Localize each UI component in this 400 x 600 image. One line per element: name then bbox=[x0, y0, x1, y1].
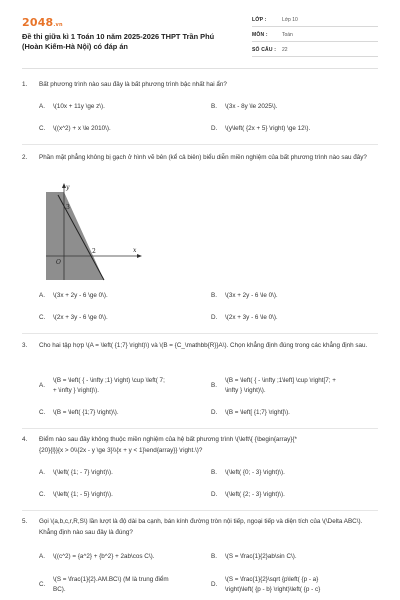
option-letter: D. bbox=[211, 581, 218, 588]
q1-option-d[interactable] bbox=[211, 124, 376, 136]
x-intercept-label: 2 bbox=[92, 248, 96, 255]
option-text-line-1: \(S = \frac{1}{2}.AM.BC\) (M là trung điểm bbox=[53, 576, 169, 583]
q2-option-c[interactable] bbox=[39, 313, 199, 325]
question-text: Phần mặt phẳng không bị gạch ở hình vẽ bên (kể cả biên) biểu diễn miền nghiệm của bất phương trình nào sau đây? bbox=[39, 154, 367, 161]
meta-value: 22 bbox=[282, 47, 288, 53]
question-number: 5. bbox=[22, 518, 28, 525]
meta-row-subject bbox=[252, 29, 378, 42]
q3-option-d[interactable] bbox=[211, 408, 376, 420]
y-intercept-label: 3 bbox=[66, 204, 70, 211]
q3-option-b[interactable] bbox=[211, 376, 376, 398]
question-number: 1. bbox=[22, 81, 28, 88]
question-text: Bất phương trình nào sau đây là bất phương trình bậc nhất hai ẩn? bbox=[39, 81, 227, 88]
option-letter: D. bbox=[211, 125, 218, 132]
q5-option-c[interactable] bbox=[39, 575, 201, 599]
option-text: \(\left( {1; - 7} \right)\). bbox=[53, 469, 113, 476]
question-4 bbox=[22, 434, 378, 458]
question-text-line-2: {20}{l}}{x > 0\\{2x - y \ge 3}\\{x + y < 1}\end{array}} \right.\)? bbox=[39, 447, 203, 454]
q1-option-b[interactable] bbox=[211, 102, 376, 114]
option-text-line-1: \(S = \frac{1}{2}\sqrt {p\left( {p - a} bbox=[225, 576, 319, 583]
meta-label: MÔN : bbox=[252, 32, 268, 38]
exam-meta bbox=[252, 14, 378, 59]
page-header bbox=[0, 0, 400, 60]
q5-option-b[interactable] bbox=[211, 552, 376, 564]
inequality-region-figure bbox=[38, 182, 148, 282]
question-number: 4. bbox=[22, 436, 28, 443]
option-text: \(\left( {1; - 5} \right)\). bbox=[53, 491, 113, 498]
option-text: \(2x + 3y - 6 \le 0\). bbox=[225, 314, 278, 321]
x-axis-label: x bbox=[133, 247, 137, 254]
option-letter: D. bbox=[211, 409, 218, 416]
option-text: \((c^2) = {a^2} + {b^2} + 2ab\cos C\). bbox=[53, 553, 155, 560]
meta-label: SỐ CÂU : bbox=[252, 47, 277, 53]
logo-main: 2048 bbox=[22, 16, 54, 29]
meta-value: Lớp 10 bbox=[282, 17, 298, 23]
option-text: \(2x + 3y - 6 \ge 0\). bbox=[53, 314, 108, 321]
question-divider bbox=[22, 333, 378, 334]
option-text: \(y\left( {2x + 5} \right) \ge 12\). bbox=[225, 125, 311, 132]
option-letter: D. bbox=[211, 491, 218, 498]
q3-option-c[interactable] bbox=[39, 408, 199, 420]
q4-option-d[interactable] bbox=[211, 490, 376, 502]
question-number: 2. bbox=[22, 154, 28, 161]
option-letter: B. bbox=[211, 553, 217, 560]
x-axis-arrow-icon bbox=[137, 254, 142, 258]
option-letter: C. bbox=[39, 409, 46, 416]
origin-label: O bbox=[56, 259, 61, 266]
option-text-line-2: \infty } \right)\). bbox=[225, 387, 266, 394]
question-divider bbox=[22, 510, 378, 511]
meta-row-grade bbox=[252, 14, 378, 27]
hatched-region bbox=[46, 192, 104, 280]
option-letter: B. bbox=[211, 382, 217, 389]
q2-option-b[interactable] bbox=[211, 291, 376, 303]
question-1 bbox=[22, 79, 378, 91]
option-text: \(\left( {0; - 3} \right)\). bbox=[225, 469, 285, 476]
option-text: \(\left( {2; - 3} \right)\). bbox=[225, 491, 285, 498]
option-text: \(3x + 2y - 6 \ge 0\). bbox=[53, 292, 108, 299]
q1-option-a[interactable] bbox=[39, 102, 199, 114]
q2-option-d[interactable] bbox=[211, 313, 376, 325]
question-text: Gọi \(a,b,c,r,R,S\) lần lượt là độ dài ba cạnh, bán kính đường tròn nội tiếp, ngoại tiếp và diện tích của \(\Delta ABC\). Khẳng định nào sau đây là đúng? bbox=[39, 518, 363, 536]
option-letter: A. bbox=[39, 103, 45, 110]
option-letter: A. bbox=[39, 469, 45, 476]
option-letter: B. bbox=[211, 469, 217, 476]
option-letter: C. bbox=[39, 581, 46, 588]
q3-option-a[interactable] bbox=[39, 376, 201, 398]
meta-value: Toán bbox=[282, 32, 293, 38]
option-text: \(B = \left( {1;7} \right)\). bbox=[53, 409, 119, 416]
q5-option-d[interactable] bbox=[211, 575, 376, 599]
question-divider bbox=[22, 428, 378, 429]
option-text: \(3x - 8y \le 2025\). bbox=[225, 103, 278, 110]
option-letter: C. bbox=[39, 491, 46, 498]
question-text: Cho hai tập hợp \(A = \left( {1;7} \right)\) và \(B = {C_\mathbb{R}}A\). Chọn khẳng định đúng trong các khẳng định sau. bbox=[39, 342, 368, 349]
option-text-line-1: \(B = \left( { - \infty ;1} \right) \cup \left( 7; bbox=[53, 377, 165, 384]
option-letter: A. bbox=[39, 553, 45, 560]
q4-option-c[interactable] bbox=[39, 490, 199, 502]
option-letter: D. bbox=[211, 314, 218, 321]
q2-option-a[interactable] bbox=[39, 291, 199, 303]
option-text: \((x^2) + x \le 2010\). bbox=[53, 125, 111, 132]
q4-option-a[interactable] bbox=[39, 468, 199, 480]
q5-option-a[interactable] bbox=[39, 552, 199, 564]
question-2 bbox=[22, 152, 378, 176]
question-5 bbox=[22, 516, 378, 540]
y-axis-label: y bbox=[66, 184, 70, 191]
q4-option-b[interactable] bbox=[211, 468, 376, 480]
option-text-line-2: \right)\left( {p - b} \right)\left( {p - c} bbox=[225, 586, 321, 593]
q1-option-c[interactable] bbox=[39, 124, 199, 136]
question-3 bbox=[22, 340, 378, 364]
option-text-line-2: + \infty } \right)\). bbox=[53, 387, 100, 394]
option-letter: B. bbox=[211, 103, 217, 110]
question-number: 3. bbox=[22, 342, 28, 349]
logo-sub: .vn bbox=[53, 22, 63, 28]
meta-label: LỚP : bbox=[252, 17, 267, 23]
option-letter: A. bbox=[39, 382, 45, 389]
option-text: \(10x + 11y \ge z\). bbox=[53, 103, 105, 110]
option-text-line-1: \(B = \left( { - \infty ;1\left] \cup \right[7; + bbox=[225, 377, 336, 384]
option-letter: C. bbox=[39, 125, 46, 132]
option-letter: B. bbox=[211, 292, 217, 299]
meta-row-question-count bbox=[252, 44, 378, 57]
option-text: \(B = \left[ {1;7} \right]\). bbox=[225, 409, 290, 416]
option-text: \(S = \frac{1}{2}ab\sin C\). bbox=[225, 553, 297, 560]
option-letter: A. bbox=[39, 292, 45, 299]
question-divider bbox=[22, 144, 378, 145]
option-text: \(3x + 2y - 6 \le 0\). bbox=[225, 292, 278, 299]
option-text-line-2: BC). bbox=[53, 586, 66, 593]
question-text-line-1: Điểm nào sau đây không thuộc miền nghiệm của hệ bất phương trình \(\left\{ {\begin{array}{* bbox=[39, 436, 297, 443]
header-divider bbox=[22, 68, 378, 69]
exam-title: Đề thi giữa kì 1 Toán 10 năm 2025-2026 THPT Trần Phú (Hoàn Kiếm-Hà Nội) có đáp án bbox=[22, 32, 215, 51]
site-logo[interactable] bbox=[22, 16, 63, 29]
option-letter: C. bbox=[39, 314, 46, 321]
